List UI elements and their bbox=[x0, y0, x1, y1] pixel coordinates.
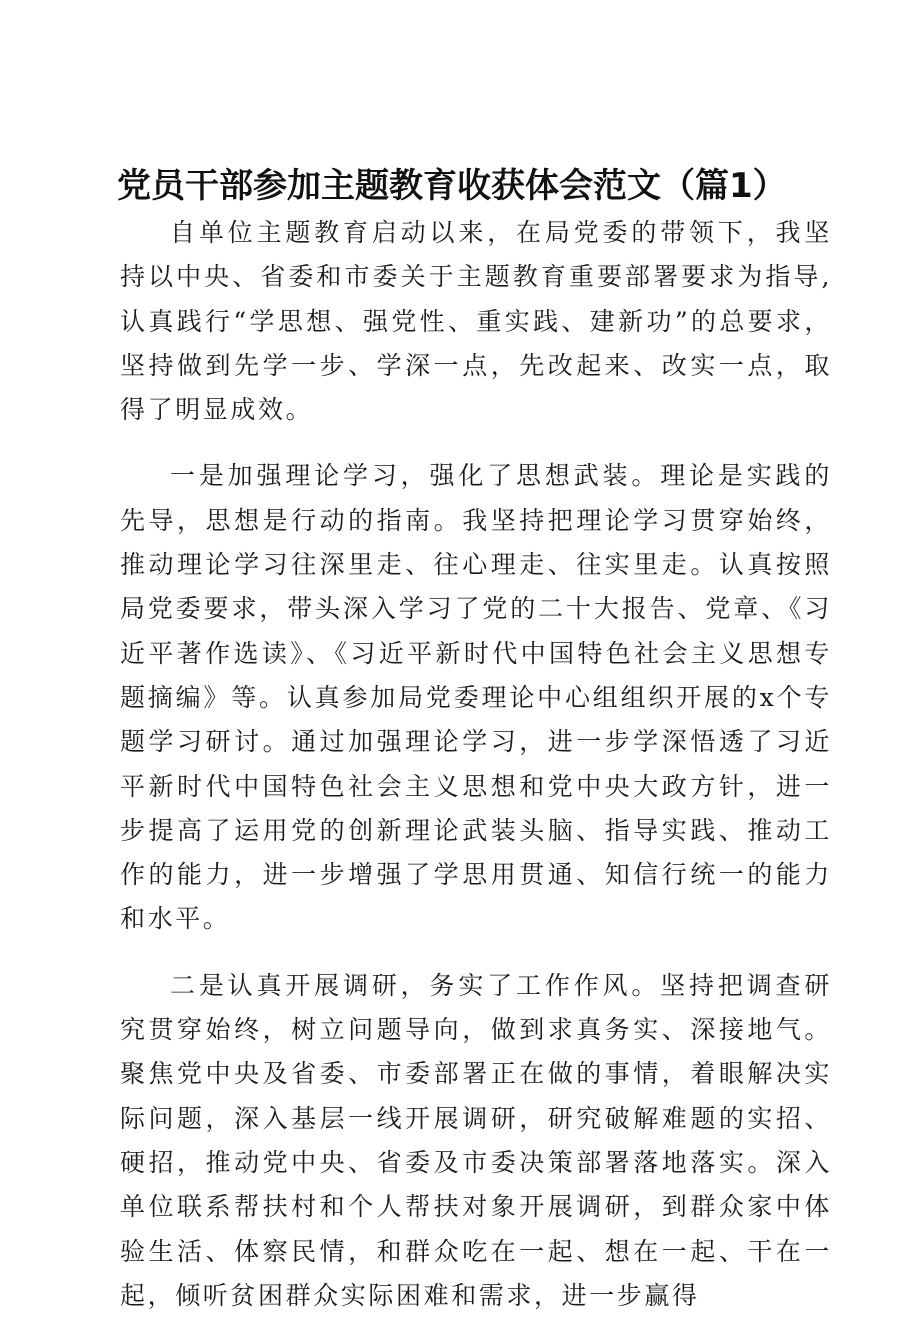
paragraph-intro: 自单位主题教育启动以来，在局党委的带领下，我坚持以中央、省委和市委关于主题教育重要部署要求为指导,认真践行“学思想、强党性、重实践、建新功”的总要求，坚持做到先学一步、学深一点，先改起来、改实一点，取得了明显成效。 bbox=[120, 218, 832, 425]
paragraph-theory-study: 一是加强理论学习，强化了思想武装。理论是实践的先导，思想是行动的指南。我坚持把理论学习贯穿始终，推动理论学习往深里走、往心理走、往实里走。认真按照局党委要求，带头深入学习了党的二十大报告、党章、《习近平著作选读》、《习近平新时代中国特色社会主义思想专题摘编》等。认真参加局党委理论中心组组织开展的x个专题学习研讨。通过加强理论学习，进一步学深悟透了习近平新时代中国特色社会主义思想和党中央大政方针，进一步提高了运用党的创新理论武装头脑、指导实践、推动工作的能力，进一步增强了学思用贯通、知信行统一的能力和水平。 bbox=[120, 461, 832, 934]
document-body bbox=[120, 211, 832, 1318]
paragraph-research: 二是认真开展调研，务实了工作作风。坚持把调查研究贯穿始终，树立问题导向，做到求真务实、深接地气。聚焦党中央及省委、市委部署正在做的事情，着眼解决实际问题，深入基层一线开展调研，研究破解难题的实招、硬招，推动党中央、省委及市委决策部署落地落实。深入单位联系帮扶村和个人帮扶对象开展调研，到群众家中体验生活、体察民情，和群众吃在一起、想在一起、干在一起，倾听贫困群众实际困难和需求，进一步赢得 bbox=[120, 970, 832, 1310]
document-title: 党员干部参加主题教育收获体会范文（篇1） bbox=[117, 166, 787, 206]
